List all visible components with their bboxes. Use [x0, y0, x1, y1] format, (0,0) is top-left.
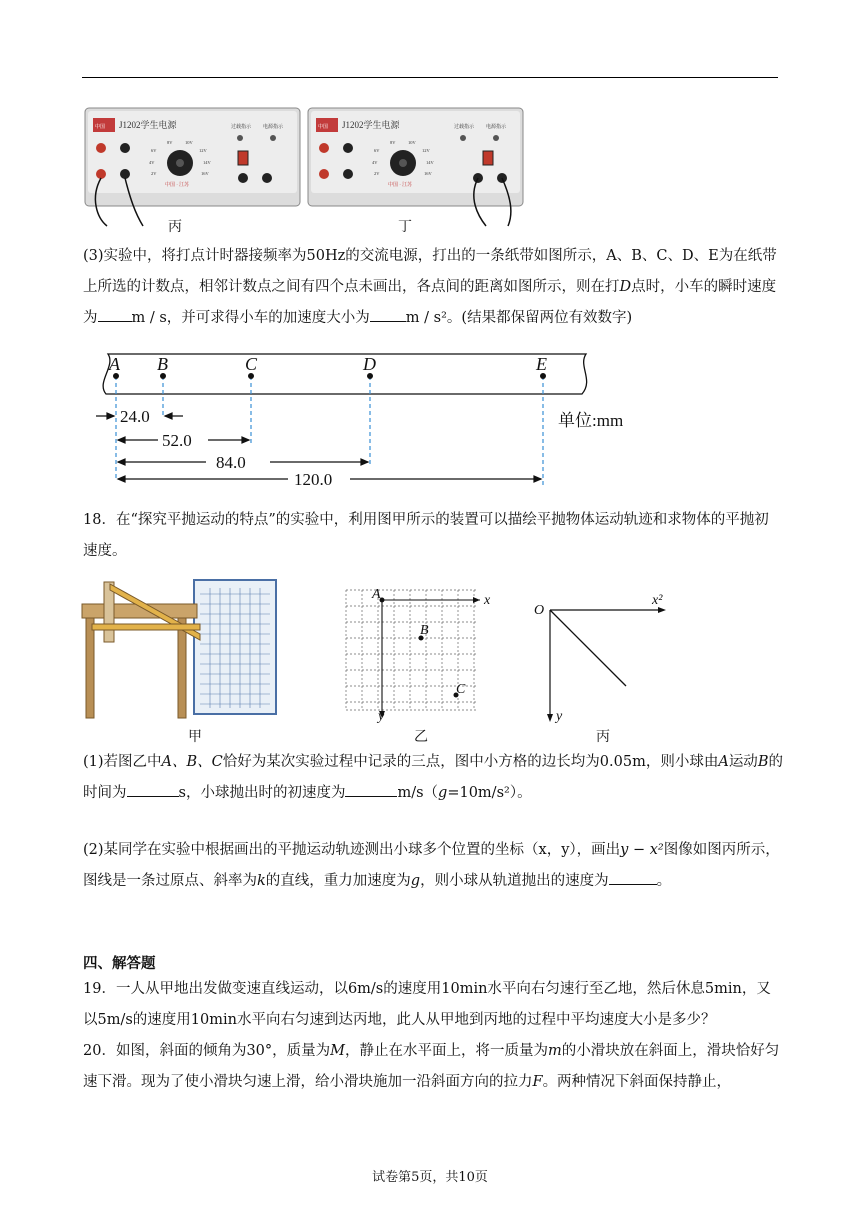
distance-label: 84.0 [216, 453, 246, 472]
distance-label: 120.0 [294, 470, 333, 489]
q18-part2: (2)某同学在实验中根据画出的平抛运动轨迹测出小球多个位置的坐标（x，y），画出y − x²图像如图丙所示，图线是一条过原点、斜率为k的直线，重力加速度为g，则小球从轨道抛出的速度为 。 [83, 842, 780, 889]
voltage-tick: 8V [167, 140, 173, 145]
page-footer: 试卷第5页，共10页 [372, 1170, 488, 1185]
apparatus-figure-jia [82, 574, 282, 719]
graph-x-label: x² [652, 593, 663, 608]
answer-blank-launch-speed[interactable] [609, 870, 657, 885]
voltage-tick: 14V [426, 160, 434, 165]
q18-stem: 18．在“探究平抛运动的特点”的实验中，利用图甲所示的装置可以描绘平抛物体运动轨迹和求物体的平抛初速度。 [83, 512, 769, 559]
grid-label-b: B [420, 623, 429, 638]
graph-origin-label: O [534, 603, 545, 618]
region-label: 中国 · 江苏 [388, 183, 413, 188]
voltage-tick: 6V [151, 148, 157, 153]
brand-badge: 中国 [95, 125, 106, 130]
model-label: J1202学生电源 [342, 120, 400, 130]
y-x2-graph-bing [528, 590, 678, 730]
answer-blank-initial-velocity[interactable] [345, 782, 397, 797]
unit-label: 单位:mm [558, 411, 624, 430]
q20-text: 20．如图，斜面的倾角为30°，质量为M，静止在水平面上，将一质量为m的小滑块放在斜面上，滑块恰好匀速下滑。现为了使小滑块匀速上滑，给小滑块施加一沿斜面方向的拉力F。两种情况下斜面保持静止， [83, 1043, 780, 1090]
voltage-tick: 6V [374, 148, 380, 153]
voltage-tick: 4V [372, 160, 378, 165]
section-heading: 四、解答题 [83, 956, 156, 972]
grid-label-c: C [456, 682, 466, 697]
indicator-label: 过载指示 [454, 125, 475, 130]
voltage-tick: 10V [408, 140, 416, 145]
tape-point-label: B [157, 354, 168, 374]
indicator-label: 过载指示 [231, 125, 252, 130]
voltage-tick: 12V [422, 148, 430, 153]
brand-badge: 中国 [318, 125, 329, 130]
caption-yi: 乙 [414, 729, 428, 745]
graph-y-label: y [556, 709, 563, 724]
trajectory-grid-yi [340, 582, 490, 722]
power-supply-photo-ding [308, 108, 523, 208]
voltage-tick: 12V [199, 148, 207, 153]
grid-label-a: A [372, 587, 381, 602]
tape-point-label: C [245, 354, 258, 374]
caption-bing: 丙 [168, 219, 182, 235]
voltage-tick: 8V [390, 140, 396, 145]
power-supply-photo-bing [85, 108, 300, 208]
region-label: 中国 · 江苏 [165, 183, 190, 188]
voltage-tick: 16V [424, 171, 432, 176]
indicator-label: 电源指示 [486, 125, 507, 130]
q17-part3: (3)实验中，将打点计时器接频率为50Hz的交流电源，打出的一条纸带如图所示，A、B、C、D、E为在纸带上所选的计数点，相邻计数点之间有四个点未画出，各点间的距离如图所示，则在打D点时，小车的瞬时速度为 m / s，并可求得小车的加速度大小为 m / s²。(结果都保留两位有效数字) [83, 248, 777, 326]
model-label: J1202学生电源 [119, 120, 177, 130]
voltage-tick: 16V [201, 171, 209, 176]
caption-ding: 丁 [398, 219, 412, 235]
voltage-tick: 2V [151, 171, 157, 176]
distance-label: 24.0 [120, 407, 150, 426]
tape-point-label: D [363, 354, 376, 374]
indicator-label: 电源指示 [263, 125, 284, 130]
caption-jia: 甲 [188, 729, 202, 745]
voltage-tick: 10V [185, 140, 193, 145]
tape-point-label: A [109, 354, 120, 374]
answer-blank-acceleration[interactable] [370, 307, 406, 322]
answer-blank-velocity[interactable] [98, 307, 132, 322]
voltage-tick: 14V [203, 160, 211, 165]
q19-text: 19．一人从甲地出发做变速直线运动，以6m/s的速度用10min水平向右匀速行至乙地，然后休息5min，又以5m/s的速度用10min水平向右匀速到达丙地，此人从甲地到丙地的过程中平均速度大小是多少？ [83, 981, 771, 1028]
caption-bing-graph: 丙 [596, 729, 610, 745]
answer-blank-time[interactable] [127, 782, 179, 797]
q18-part1: (1)若图乙中A、B、C恰好为某次实验过程中记录的三点，图中小方格的边长均为0.05m，则小球由A运动B的时间为 s，小球抛出时的初速度为 m/s（g=10m/s²）。 [83, 754, 783, 801]
voltage-tick: 2V [374, 171, 380, 176]
header-rule [82, 77, 778, 78]
grid-label-x: x [484, 593, 491, 608]
voltage-tick: 4V [149, 160, 155, 165]
distance-label: 52.0 [162, 431, 192, 450]
tape-point-label: E [536, 354, 547, 374]
paper-tape-diagram [88, 348, 648, 498]
grid-label-y: y [378, 709, 385, 724]
